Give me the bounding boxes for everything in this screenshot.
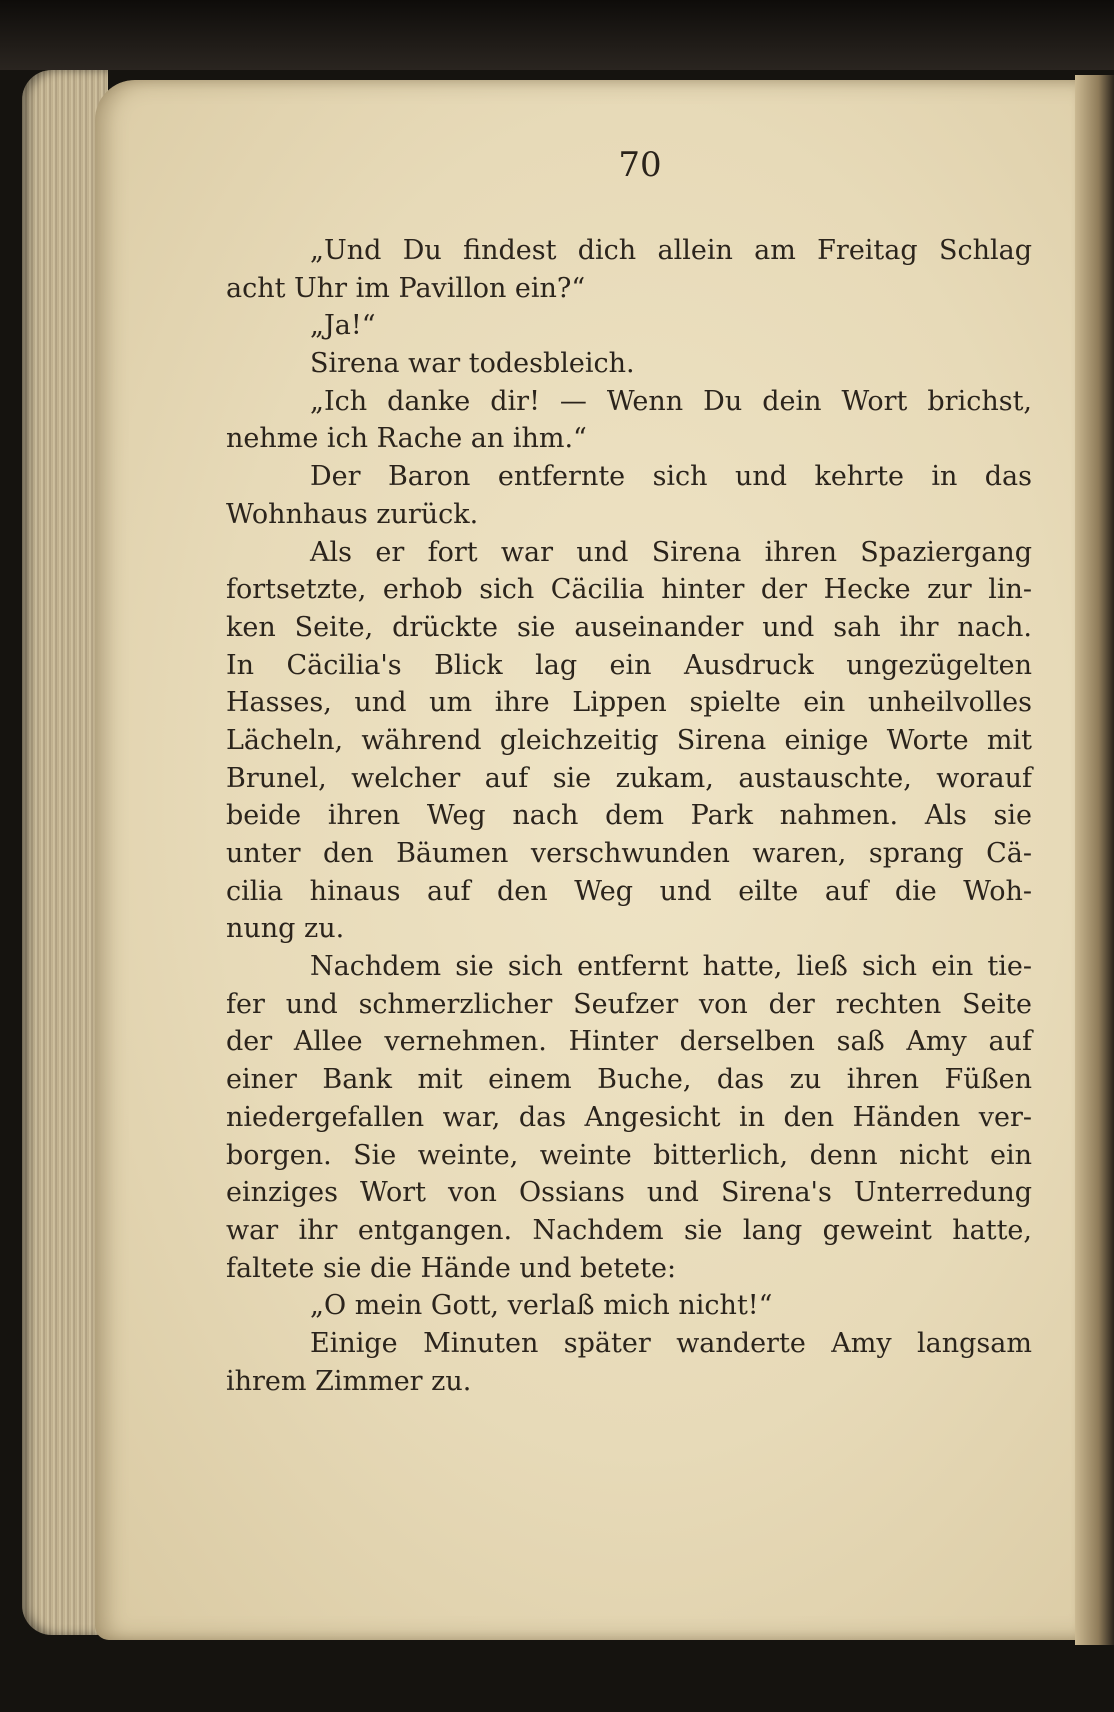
page-number: 70 bbox=[618, 145, 662, 185]
text-line: beide ihren Weg nach dem Park nahmen. Als sie bbox=[226, 800, 1032, 832]
book-cover-edge bbox=[0, 0, 1114, 70]
text-line: fortsetzte, erhob sich Cäcilia hinter der Hecke zur lin- bbox=[226, 574, 1032, 606]
text-line: Hasses, und um ihre Lippen spielte ein unheilvolles bbox=[226, 687, 1032, 719]
text-line: „Ja!“ bbox=[310, 310, 376, 342]
text-line: Der Baron entfernte sich und kehrte in das bbox=[310, 461, 1032, 493]
text-line: niedergefallen war, das Angesicht in den Händen ver- bbox=[226, 1101, 1032, 1133]
text-line: ken Seite, drückte sie auseinander und sah ihr nach. bbox=[226, 611, 1032, 643]
text-line: Einige Minuten später wanderte Amy langsam bbox=[310, 1327, 1032, 1359]
text-line: borgen. Sie weinte, weinte bitterlich, denn nicht ein bbox=[226, 1139, 1032, 1171]
text-line: einziges Wort von Ossians und Sirena's Unterredung bbox=[226, 1177, 1032, 1209]
text-line: unter den Bäumen verschwunden waren, sprang Cä- bbox=[226, 838, 1032, 869]
text-line: nehme ich Rache an ihm.“ bbox=[226, 423, 587, 455]
text-line: Wohnhaus zurück. bbox=[226, 498, 479, 530]
text-line: Nachdem sie sich entfernt hatte, ließ sich ein tie- bbox=[310, 951, 1032, 983]
text-line: Sirena war todesbleich. bbox=[310, 348, 635, 380]
text-line: war ihr entgangen. Nachdem sie lang geweint hatte, bbox=[226, 1214, 1032, 1246]
text-line: Brunel, welcher auf sie zukam, austauschte, worauf bbox=[226, 762, 1032, 794]
text-line: „Ich danke dir! — Wenn Du dein Wort brichst, bbox=[310, 385, 1032, 417]
text-line: nung zu. bbox=[226, 913, 345, 945]
text-line: Lächeln, während gleichzeitig Sirena einige Worte mit bbox=[226, 724, 1032, 756]
text-line: fer und schmerzlicher Seufzer von der rechten Seite bbox=[226, 988, 1032, 1020]
text-line: „Und Du findest dich allein am Freitag Schlag bbox=[310, 235, 1032, 266]
text-line: In Cäcilia's Blick lag ein Ausdruck ungezügelten bbox=[226, 649, 1032, 681]
text-line: Als er fort war und Sirena ihren Spaziergang bbox=[310, 536, 1032, 568]
body-text bbox=[226, 232, 1032, 1400]
text-line: „O mein Gott, verlaß mich nicht!“ bbox=[310, 1290, 773, 1322]
text-line: faltete sie die Hände und betete: bbox=[226, 1252, 677, 1284]
text-line: acht Uhr im Pavillon ein?“ bbox=[226, 272, 586, 304]
text-line: einer Bank mit einem Buche, das zu ihren Füßen bbox=[226, 1064, 1032, 1096]
text-line: ihrem Zimmer zu. bbox=[226, 1365, 472, 1397]
binding-gutter bbox=[1075, 75, 1114, 1645]
text-line: der Allee vernehmen. Hinter derselben saß Amy auf bbox=[226, 1026, 1032, 1058]
text-line: cilia hinaus auf den Weg und eilte auf die Woh- bbox=[226, 875, 1032, 907]
